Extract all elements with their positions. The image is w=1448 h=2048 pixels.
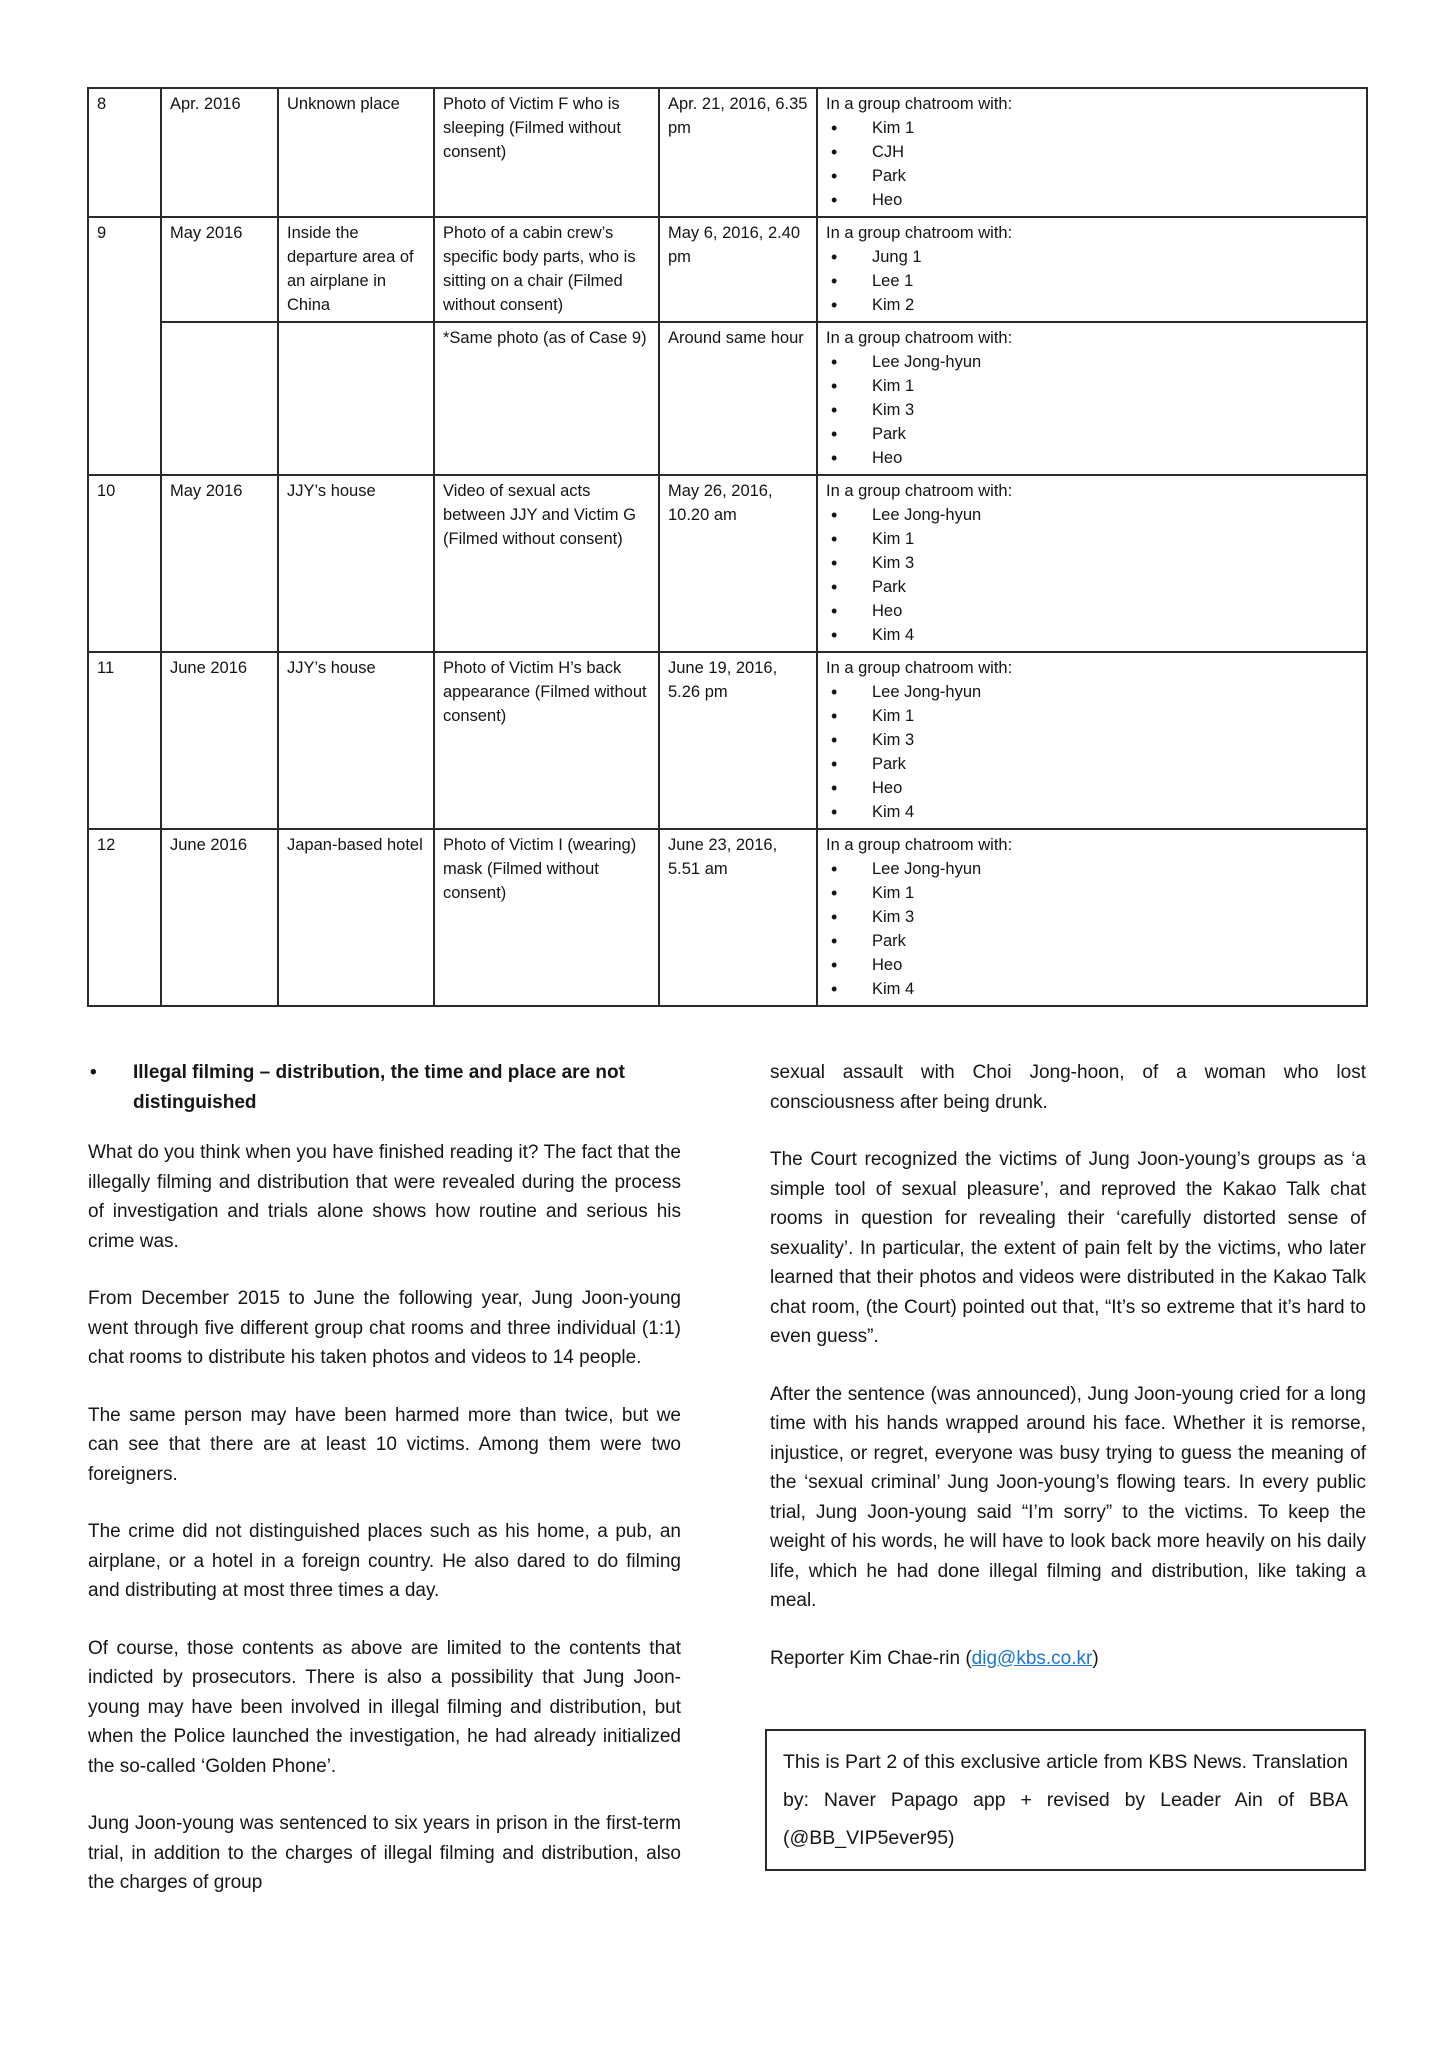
chat-member: • Heo xyxy=(872,599,1358,623)
chat-member: • Kim 3 xyxy=(872,551,1358,575)
case-place-cell: Japan-based hotel xyxy=(278,829,434,1006)
case-chatroom-cell xyxy=(817,652,1367,829)
case-place-cell xyxy=(278,322,434,475)
chat-member: • Park xyxy=(872,575,1358,599)
chat-member: • Kim 4 xyxy=(872,977,1358,1001)
case-description-cell: Photo of a cabin crew’s specific body parts, who is sitting on a chair (Filmed without consent) xyxy=(434,217,659,322)
chat-member: • Heo xyxy=(872,776,1358,800)
chatroom-label: In a group chatroom with: xyxy=(826,329,1013,347)
chat-member: • Kim 1 xyxy=(872,881,1358,905)
paragraph: Jung Joon-young was sentenced to six years in prison in the first-term trial, in addition to the charges of illegal filming and distribution, also the charges of group xyxy=(88,1813,681,1893)
chatroom-label: In a group chatroom with: xyxy=(826,836,1013,854)
case-place-cell: Inside the departure area of an airplane in China xyxy=(278,217,434,322)
case-date-cell: May 2016 xyxy=(161,475,278,652)
case-datetime-cell: Around same hour xyxy=(659,322,817,475)
chat-member-list xyxy=(826,680,1358,824)
case-datetime-cell: Apr. 21, 2016, 6.35 pm xyxy=(659,88,817,217)
translation-note-text: This is Part 2 of this exclusive article from KBS News. Translation by: Naver Papago app + revised by Leader Ain of BBA (@BB_VIP5ever95) xyxy=(783,1751,1348,1849)
case-chatroom-cell xyxy=(817,829,1367,1006)
table-row-case-9-subrow xyxy=(88,322,1367,475)
table-row-case-9 xyxy=(88,217,1367,322)
chat-member-list xyxy=(826,245,1358,317)
case-chatroom-cell xyxy=(817,475,1367,652)
reporter-text: Reporter Kim Chae-rin ( xyxy=(770,1647,972,1669)
reporter-line xyxy=(770,1644,1366,1674)
chat-member: • Kim 4 xyxy=(872,623,1358,647)
table-row-case-8 xyxy=(88,88,1367,217)
chat-member-list xyxy=(826,857,1358,1001)
case-description-cell: Photo of Victim F who is sleeping (Filmed without consent) xyxy=(434,88,659,217)
case-number-cell: 11 xyxy=(88,652,161,829)
case-date-cell: June 2016 xyxy=(161,652,278,829)
chat-member: • Kim 3 xyxy=(872,398,1358,422)
chatroom-label: In a group chatroom with: xyxy=(826,482,1013,500)
case-number-cell: 12 xyxy=(88,829,161,1006)
case-description-cell: Photo of Victim I (wearing) mask (Filmed without consent) xyxy=(434,829,659,1006)
case-description-cell: Photo of Victim H’s back appearance (Filmed without consent) xyxy=(434,652,659,829)
chatroom-label: In a group chatroom with: xyxy=(826,95,1013,113)
chatroom-label: In a group chatroom with: xyxy=(826,224,1013,242)
table-row-case-11 xyxy=(88,652,1367,829)
case-chatroom-cell xyxy=(817,88,1367,217)
chat-member: • Park xyxy=(872,929,1358,953)
chat-member: • Kim 4 xyxy=(872,800,1358,824)
chat-member: • Park xyxy=(872,422,1358,446)
chat-member: • Kim 1 xyxy=(872,374,1358,398)
paragraph: The same person may have been harmed more than twice, but we can see that there are at least 10 victims. Among them were two foreigners. xyxy=(88,1404,681,1485)
chat-member: • Kim 3 xyxy=(872,728,1358,752)
case-datetime-cell: June 23, 2016, 5.51 am xyxy=(659,829,817,1006)
chat-member-list xyxy=(826,116,1358,212)
chat-member: • Lee Jong-hyun xyxy=(872,680,1358,704)
case-place-cell: JJY’s house xyxy=(278,652,434,829)
section-heading: • Illegal filming – distribution, the time and place are not distinguished xyxy=(88,1058,681,1117)
paragraph: The crime did not distinguished places such as his home, a pub, an airplane, or a hotel in a foreign country. He also dared to do filming and distributing at most three times a day. xyxy=(88,1521,681,1601)
chat-member: • Heo xyxy=(872,446,1358,470)
chat-member: • Park xyxy=(872,752,1358,776)
right-column xyxy=(770,1058,1366,1926)
case-date-cell: June 2016 xyxy=(161,829,278,1006)
translation-note-box xyxy=(765,1729,1366,1871)
paragraph: After the sentence (was announced), Jung Joon-young cried for a long time with his hands wrapped around his face. Whether it is remorse, injustice, or regret, everyone was busy trying to guess the meaning of the ‘sexual criminal’ Jung Joon-young’s flowing tears. In every public trial, Jung Joon-young said “I’m sorry” to the victims. To keep the weight of his words, he will have to look back more heavily on his daily life, which he had done illegal filming and distribution, like taking a meal. xyxy=(770,1383,1366,1611)
case-place-cell: Unknown place xyxy=(278,88,434,217)
case-number-cell: 10 xyxy=(88,475,161,652)
case-date-cell: Apr. 2016 xyxy=(161,88,278,217)
case-description-cell: *Same photo (as of Case 9) xyxy=(434,322,659,475)
case-datetime-cell: June 19, 2016, 5.26 pm xyxy=(659,652,817,829)
case-place-cell: JJY’s house xyxy=(278,475,434,652)
chat-member: • Lee 1 xyxy=(872,269,1358,293)
case-chatroom-cell xyxy=(817,322,1367,475)
paragraph: Of course, those contents as above are limited to the contents that indicted by prosecutors. There is also a possibility that Jung Joon-young may have been involved in illegal filming and distribution, but when the Police launched the investigation, he had already initialized the so-called ‘Golden Phone’. xyxy=(88,1637,681,1777)
paragraph: What do you think when you have finished reading it? The fact that the illegally filming and distribution that were revealed during the process of investigation and trials alone shows how routine and serious his crime was. xyxy=(88,1142,681,1252)
case-datetime-cell: May 26, 2016, 10.20 am xyxy=(659,475,817,652)
case-number-cell: 8 xyxy=(88,88,161,217)
paragraph: sexual assault with Choi Jong-hoon, of a woman who lost consciousness after being drunk. xyxy=(770,1062,1366,1113)
case-date-cell xyxy=(161,322,278,475)
chat-member: • Lee Jong-hyun xyxy=(872,350,1358,374)
chatroom-label: In a group chatroom with: xyxy=(826,659,1013,677)
left-column xyxy=(88,1058,681,1926)
chat-member: • Heo xyxy=(872,953,1358,977)
case-number-cell: 9 xyxy=(88,217,161,475)
chat-member-list xyxy=(826,350,1358,470)
chat-member-list xyxy=(826,503,1358,647)
chat-member: • Kim 1 xyxy=(872,704,1358,728)
cases-table xyxy=(87,87,1368,1007)
email-link[interactable]: dig@kbs.co.kr xyxy=(971,1647,1093,1669)
table-row-case-12 xyxy=(88,829,1367,1006)
chat-member: • Jung 1 xyxy=(872,245,1358,269)
chat-member: • Kim 1 xyxy=(872,527,1358,551)
case-description-cell: Video of sexual acts between JJY and Victim G (Filmed without consent) xyxy=(434,475,659,652)
chat-member: • Lee Jong-hyun xyxy=(872,503,1358,527)
paragraph: The Court recognized the victims of Jung Joon-young’s groups as ‘a simple tool of sexual pleasure’, and reproved the Kakao Talk chat rooms in question for revealing their ‘carefully distorted sense of sexuality’. In particular, the extent of pain felt by the victims, who later learned that their photos and videos were distributed in the Kakao Talk chat room, (the Court) pointed out that, “It’s so extreme that it’s hard to even guess”. xyxy=(770,1149,1366,1347)
chat-member: • Park xyxy=(872,164,1358,188)
chat-member: • Kim 3 xyxy=(872,905,1358,929)
article-columns xyxy=(88,1058,1448,1926)
reporter-text-suffix: ) xyxy=(1092,1647,1099,1669)
chat-member: • CJH xyxy=(872,140,1358,164)
chat-member: • Lee Jong-hyun xyxy=(872,857,1358,881)
chat-member: • Heo xyxy=(872,188,1358,212)
chat-member: • Kim 1 xyxy=(872,116,1358,140)
chat-member: • Kim 2 xyxy=(872,293,1358,317)
case-datetime-cell: May 6, 2016, 2.40 pm xyxy=(659,217,817,322)
table-row-case-10 xyxy=(88,475,1367,652)
case-date-cell: May 2016 xyxy=(161,217,278,322)
case-chatroom-cell xyxy=(817,217,1367,322)
paragraph: From December 2015 to June the following year, Jung Joon-young went through five different group chat rooms and three individual (1:1) chat rooms to distribute his taken photos and videos to 14 people. xyxy=(88,1288,681,1368)
